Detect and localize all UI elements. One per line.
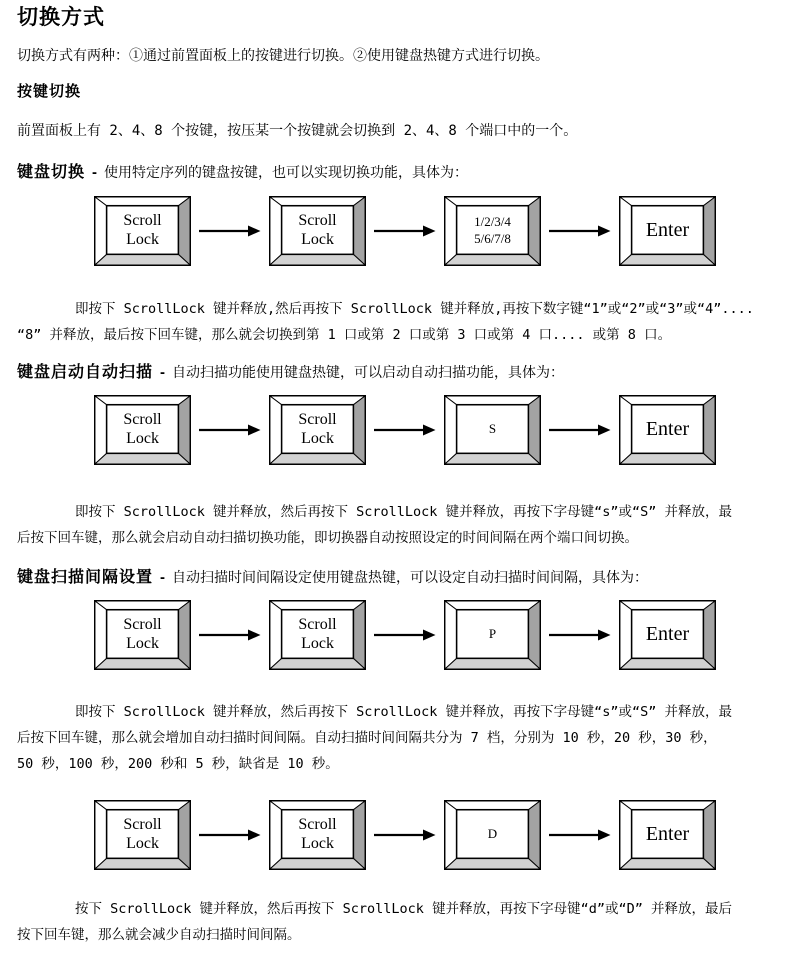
key-label-line: Scroll [298,815,337,833]
arrow-right-icon [199,225,261,237]
paragraph-line: 按下 ScrollLock 键并释放，然后再按下 ScrollLock 键并释放，再按下字母键“d”或“D” 并释放，最后 [75,901,732,917]
button-switch-heading: 按键切换 [17,83,82,100]
keyboard-key-scrolllock [269,800,366,870]
key-label-line: Lock [126,429,159,447]
keyboard-key-scrolllock [94,395,191,465]
key-label [282,405,354,453]
heading-separator: - [92,164,98,181]
key-label-line: Scroll [298,615,337,633]
block-paragraph [17,699,773,777]
key-label [107,405,179,453]
paragraph-line: 后按下回车键，那么就会启动自动扫描切换功能，即切换器自动按照设定的时间间隔在两个端口间切换。 [17,530,638,546]
key-label-line: Lock [126,230,159,248]
autoscan-heading-line [17,362,773,384]
paragraph-line: 即按下 ScrollLock 键并释放,然后再按下 ScrollLock 键并释放,再按下数字键“1”或“2”或“3”或“4”.... [75,301,754,317]
keyboard-key-enter [619,395,716,465]
key-label-line: Lock [301,429,334,447]
keyboard-key-s [444,395,541,465]
key-label [457,810,529,858]
key-label [457,206,529,254]
key-label [282,610,354,658]
arrow-right-icon [199,424,261,436]
key-label-line: Enter [645,622,690,645]
key-label [107,610,179,658]
block-heading: 键盘扫描间隔设置 [17,569,154,586]
key-label [282,206,354,254]
key-label-line: Enter [645,822,690,845]
key-label-line: Lock [301,634,334,652]
key-label [632,206,704,254]
block-lead: 使用特定序列的键盘按键，也可以实现切换功能，具体为： [104,165,469,181]
keyboard-key-scrolllock [94,800,191,870]
key-sequence-row [94,395,716,465]
key-label-line: Scroll [298,410,337,428]
keyboard-key-scrolllock [269,395,366,465]
keyboard-key-numbers [444,196,541,266]
arrow-right-icon [549,829,611,841]
key-label-line: Lock [126,834,159,852]
key-label-line: Scroll [123,815,162,833]
key-label-line: Scroll [123,410,162,428]
keyboard-key-scrolllock [94,196,191,266]
key-label-line: Enter [645,218,690,241]
block-paragraph [17,499,773,551]
key-label [107,206,179,254]
heading-separator: - [160,569,166,586]
key-label-line: Lock [301,834,334,852]
arrow-right-icon [374,424,436,436]
key-sequence-row [94,800,716,870]
keyboard-key-enter [619,196,716,266]
hotkey-switch-heading-line [17,162,773,184]
block-heading: 键盘启动自动扫描 [17,364,154,381]
heading-separator: - [160,364,166,381]
paragraph-line: 后按下回车键，那么就会增加自动扫描时间间隔。自动扫描时间间隔共分为 7 档，分别为 10 秒，20 秒，30 秒， [17,730,717,746]
arrow-right-icon [199,829,261,841]
button-switch-paragraph: 前置面板上有 2、4、8 个按键，按压某一个按键就会切换到 2、4、8 个端口中的一个。 [17,123,578,139]
key-label-line: D [487,826,498,842]
key-label-line: Scroll [298,211,337,229]
arrow-right-icon [374,829,436,841]
key-sequence-row [94,196,716,266]
key-label-line: Scroll [123,211,162,229]
key-label-line: Scroll [123,615,162,633]
key-label-line: 1/2/3/4 [474,213,511,229]
block-lead: 自动扫描功能使用键盘热键，可以启动自动扫描功能，具体为： [172,365,565,381]
scan-interval-heading-line [17,567,773,589]
paragraph-line: 即按下 ScrollLock 键并释放，然后再按下 ScrollLock 键并释放，再按下字母键“s”或“S” 并释放，最 [75,504,732,520]
keyboard-key-scrolllock [94,600,191,670]
page-title: 切换方式 [17,6,105,29]
paragraph-line: 即按下 ScrollLock 键并释放，然后再按下 ScrollLock 键并释放，再按下字母键“s”或“S” 并释放，最 [75,704,732,720]
arrow-right-icon [549,424,611,436]
block-paragraph [17,896,773,948]
key-label-line: S [488,421,497,437]
arrow-right-icon [374,225,436,237]
key-label-line: 5/6/7/8 [474,230,511,246]
key-label [632,810,704,858]
arrow-right-icon [549,225,611,237]
key-sequence-row [94,600,716,670]
paragraph-line: 按下回车键，那么就会减少自动扫描时间间隔。 [17,927,301,943]
arrow-right-icon [549,629,611,641]
intro-paragraph: 切换方式有两种：①通过前置面板上的按键进行切换。②使用键盘热键方式进行切换。 [17,48,549,64]
key-label [457,610,529,658]
key-label [107,810,179,858]
block-heading: 键盘切换 [17,164,86,181]
key-label [632,405,704,453]
key-label-line: Enter [645,417,690,440]
paragraph-line: 50 秒，100 秒，200 秒和 5 秒，缺省是 10 秒。 [17,756,339,772]
paragraph-line: “8” 并释放，最后按下回车键，那么就会切换到第 1 口或第 2 口或第 3 口或第 4 口.... 或第 8 口。 [17,327,672,343]
arrow-right-icon [374,629,436,641]
key-label-line: Lock [126,634,159,652]
block-paragraph [17,296,773,348]
keyboard-key-scrolllock [269,196,366,266]
key-label [282,810,354,858]
keyboard-key-enter [619,600,716,670]
keyboard-key-d [444,800,541,870]
key-label [457,405,529,453]
keyboard-key-enter [619,800,716,870]
key-label-line: P [488,626,497,642]
block-lead: 自动扫描时间间隔设定使用键盘热键，可以设定自动扫描时间间隔，具体为： [172,570,649,586]
key-label [632,610,704,658]
arrow-right-icon [199,629,261,641]
key-label-line: Lock [301,230,334,248]
keyboard-key-p [444,600,541,670]
keyboard-key-scrolllock [269,600,366,670]
